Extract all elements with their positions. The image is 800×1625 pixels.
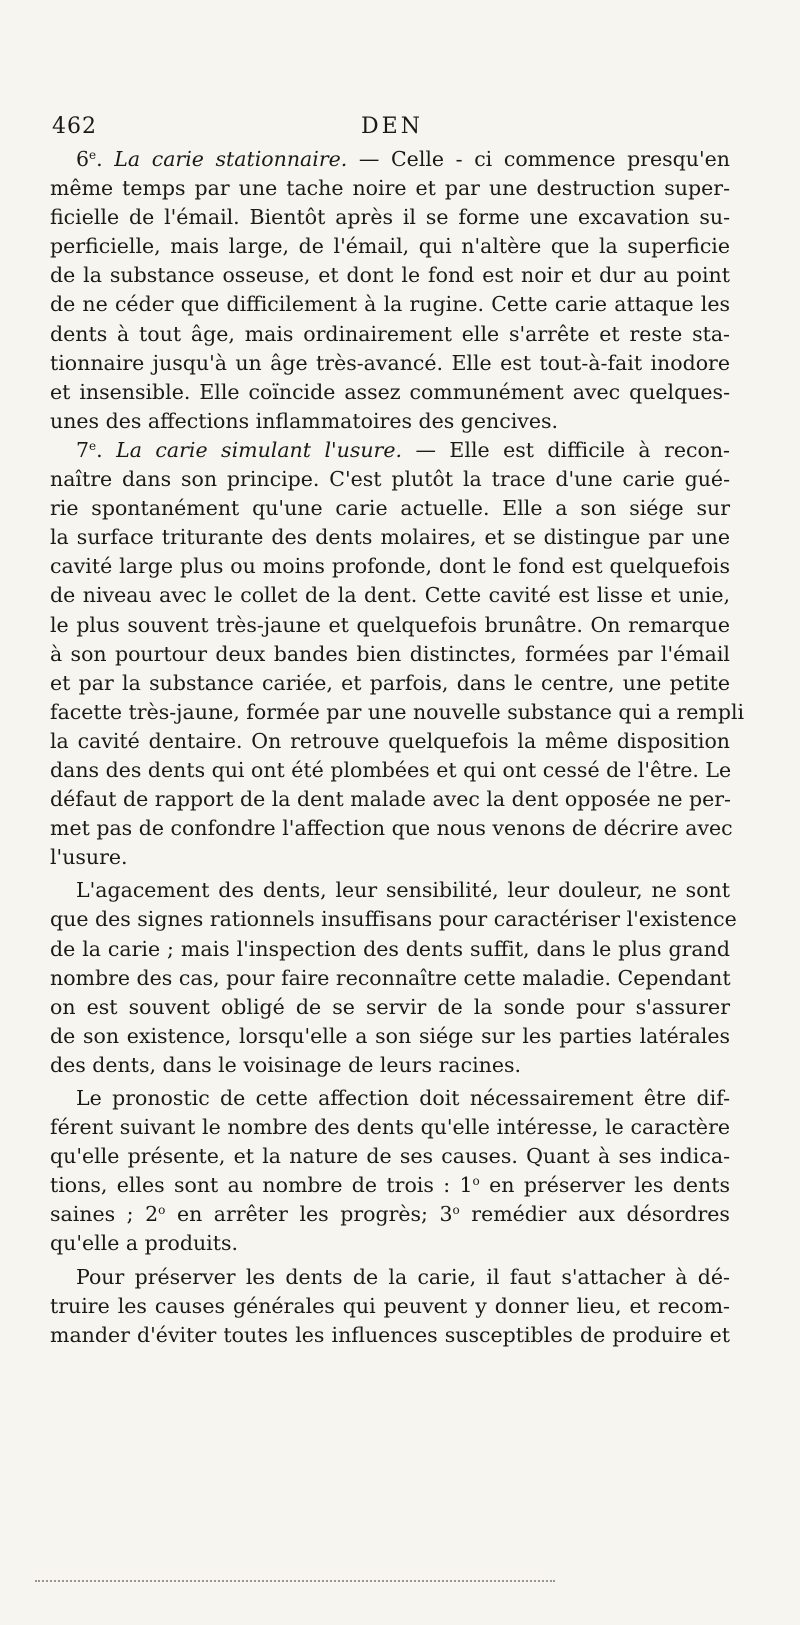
text-line: même temps par une tache noire et par une destruction super- [50, 176, 730, 201]
section-title: La carie simulant l'usure. [116, 437, 403, 462]
paragraph-prognosis [50, 1084, 730, 1259]
text-line: qu'elle a produits. [50, 1231, 239, 1256]
text-line: à son pourtour deux bandes bien distinctes, formées par l'émail [50, 641, 730, 666]
text-line: et insensible. Elle coïncide assez communément avec quelques- [50, 379, 730, 404]
text-line: de son existence, lorsqu'elle a son siége sur les parties latérales [50, 1023, 730, 1048]
text-line: Le pronostic de cette affection doit nécessairement être dif- [76, 1086, 730, 1110]
list-text: remédier aux désordres [471, 1202, 730, 1227]
text-line: saines ; 2$^o$ en arrêter les progrès; 3$^o$ remédier aux désordres [50, 1202, 730, 1227]
list-text: en préserver les dents [489, 1173, 730, 1198]
section-title: La carie stationnaire. [114, 147, 348, 171]
section-number-suffix: e [89, 148, 97, 162]
text-line: perficielle, mais large, de l'émail, qui n'altère que la superficie [50, 234, 730, 259]
text-line: de la substance osseuse, et dont le fond est noir et dur au point [50, 263, 730, 288]
section-number: 7 [76, 437, 90, 462]
running-head: DEN [361, 114, 423, 139]
text-line: mander d'éviter toutes les influences susceptibles de produire et [50, 1322, 730, 1347]
text-line: et par la substance cariée, et parfois, dans le centre, une petite [50, 670, 730, 695]
paragraph-stationary-caries [50, 145, 730, 436]
text-line: que des signes rationnels insuffisans pour caractériser l'existence [50, 907, 737, 932]
text-line: ficielle de l'émail. Bientôt après il se forme une excavation su- [50, 205, 730, 230]
text-line: dans des dents qui ont été plombées et qui ont cessé de l'être. Le [50, 757, 732, 782]
paragraph-prevention [50, 1263, 730, 1350]
text-line: tions, elles sont au nombre de trois : 1$^o$ en préserver les dents [50, 1173, 730, 1198]
list-text: en arrêter les progrès; [176, 1202, 428, 1227]
text-line: de la carie ; mais l'inspection des dents suffit, dans le plus grand [50, 936, 730, 961]
paragraph-diagnosis [50, 876, 737, 1080]
text-line: tionnaire jusqu'à un âge très-avancé. Elle est tout-à-fait inodore [50, 350, 730, 375]
list-number: 1 [459, 1173, 473, 1198]
text-line: unes des affections inflammatoires des gencives. [50, 408, 559, 433]
text-line: L'agacement des dents, leur sensibilité, leur douleur, ne sont [76, 878, 730, 903]
text-line: Pour préserver les dents de la carie, il faut s'attacher à dé- [76, 1264, 730, 1289]
paragraph-caries-simulating-wear [50, 436, 745, 872]
page-header [52, 108, 732, 144]
text-line: l'usure. [50, 845, 128, 870]
text-line: la surface triturante des dents molaires, et se distingue par une [50, 525, 730, 550]
text-line: facette très-jaune, formée par une nouvelle substance qui a rempli [50, 699, 745, 724]
section-number: 6 [76, 147, 90, 171]
text-line: truire les causes générales qui peuvent y donner lieu, et recom- [50, 1293, 730, 1318]
text-line: férent suivant le nombre des dents qu'elle intéresse, le caractère [50, 1115, 730, 1140]
text-line: le plus souvent très-jaune et quelquefois brunâtre. On remarque [50, 612, 730, 637]
text-line: met pas de confondre l'affection que nous venons de décrire avec [50, 816, 733, 841]
text-line: naître dans son principe. C'est plutôt la trace d'une carie gué- [50, 467, 730, 492]
text-line: rie spontanément qu'une carie actuelle. Elle a son siége sur [50, 496, 730, 521]
text-line: on est souvent obligé de se servir de la sonde pour s'assurer [50, 994, 730, 1019]
text-line: la cavité dentaire. On retrouve quelquefois la même disposition [50, 728, 730, 753]
section-number-suffix: e [89, 438, 97, 453]
page-number: 462 [52, 114, 97, 139]
text-line: de ne céder que difficilement à la rugine. Cette carie attaque les [50, 292, 730, 317]
list-number: 2 [145, 1202, 159, 1227]
text-line: nombre des cas, pour faire reconnaître cette maladie. Cependant [50, 965, 731, 990]
text-line: 6e. La carie stationnaire. — Celle - ci commence presqu'en [76, 147, 730, 171]
text-line: dents à tout âge, mais ordinairement elle s'arrête et reste sta- [50, 321, 730, 346]
text-line: qu'elle présente, et la nature de ses causes. Quant à ses indica- [50, 1144, 730, 1169]
text-line: des dents, dans le voisinage de leurs racines. [50, 1052, 522, 1077]
text-line: défaut de rapport de la dent malade avec la dent opposée ne per- [50, 787, 731, 812]
footer-dotted-rule [35, 1580, 555, 1582]
text-line: cavité large plus ou moins profonde, dont le fond est quelquefois [50, 554, 730, 579]
list-number: 3 [439, 1202, 453, 1227]
body-text [50, 145, 745, 1350]
text-line: de niveau avec le collet de la dent. Cette cavité est lisse et unie, [50, 583, 730, 608]
text-line: 7e. La carie simulant l'usure. — Elle est difficile à recon- [76, 437, 730, 462]
